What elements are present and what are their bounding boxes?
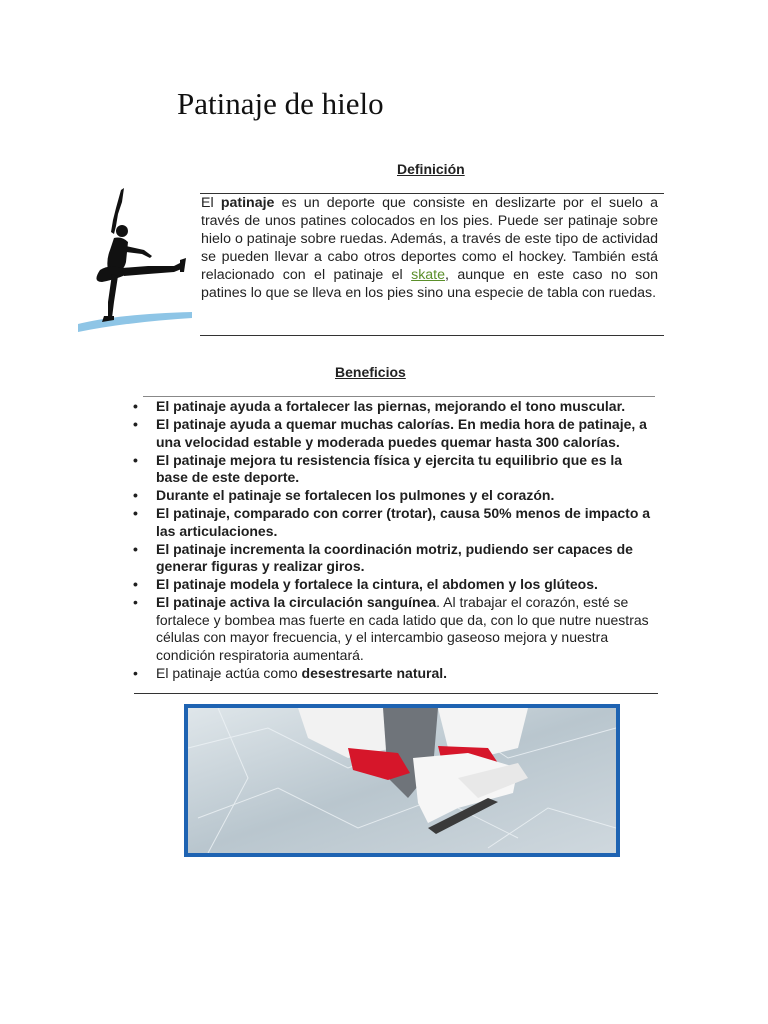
ice-skates-photo [184,704,620,857]
beneficios-heading: Beneficios [335,364,406,380]
definicion-bold-term: patinaje [220,195,275,211]
list-item-bold: desestresarte natural. [301,664,448,681]
list-item [133,665,655,683]
definicion-paragraph [201,194,658,302]
figure-skater-silhouette-icon [78,186,192,332]
divider-benefits-top [143,396,655,397]
ice-skates-image [188,708,616,853]
list-item: • El patinaje modela y fortalece la cintura, el abdomen y los glúteos. [133,576,655,594]
list-item-bold: El patinaje activa la circulación sanguínea [156,594,437,610]
divider-benefits-bottom [134,693,658,694]
list-item [133,594,655,664]
list-item: • Durante el patinaje se fortalecen los pulmones y el corazón. [133,487,655,505]
list-item: • El patinaje ayuda a quemar muchas calorías. En media hora de patinaje, a una velocidad estable y moderada puedes quemar hasta 300 calorías. [133,416,655,451]
list-item-text: El patinaje actúa como [156,664,302,681]
definicion-text-1: El [201,195,221,211]
page-title: Patinaje de hielo [177,86,384,121]
list-item: • El patinaje, comparado con correr (trotar), causa 50% menos de impacto a las articulaciones. [133,505,655,540]
list-item: • El patinaje ayuda a fortalecer las piernas, mejorando el tono muscular. [133,398,655,416]
divider-def-bottom [200,335,664,336]
list-item: • El patinaje mejora tu resistencia física y ejercita tu equilibrio que es la base de este deporte. [133,452,655,487]
definicion-heading: Definición [397,161,465,177]
list-item-text: . Al trabajar el corazón, esté se fortalece y bombea mas fuerte en cada latido que da, con lo que nutre nuestras células con mayor frecuencia, y el intercambio gaseoso mejora y nuestra condición respiratoria aumentará. [156,594,649,663]
list-item: • El patinaje incrementa la coordinación motriz, pudiendo ser capaces de generar figuras y realizar giros. [133,541,655,576]
beneficios-list [133,398,655,683]
definicion-text-3: , aunque en este caso no son patines lo que se lleva en los pies sino una especie de tabla con ruedas. [201,267,659,301]
definicion-text-2: es un deporte que consiste en deslizarte por el suelo a través de unos patines colocados en los pies. Puede ser patinaje sobre hielo o patinaje sobre ruedas. Además, a través de este tipo de actividad se pueden llevar a cabo otros deportes como el hockey. También está relacionado con el patinaje el [201,195,658,283]
skate-link[interactable]: skate [411,267,446,283]
